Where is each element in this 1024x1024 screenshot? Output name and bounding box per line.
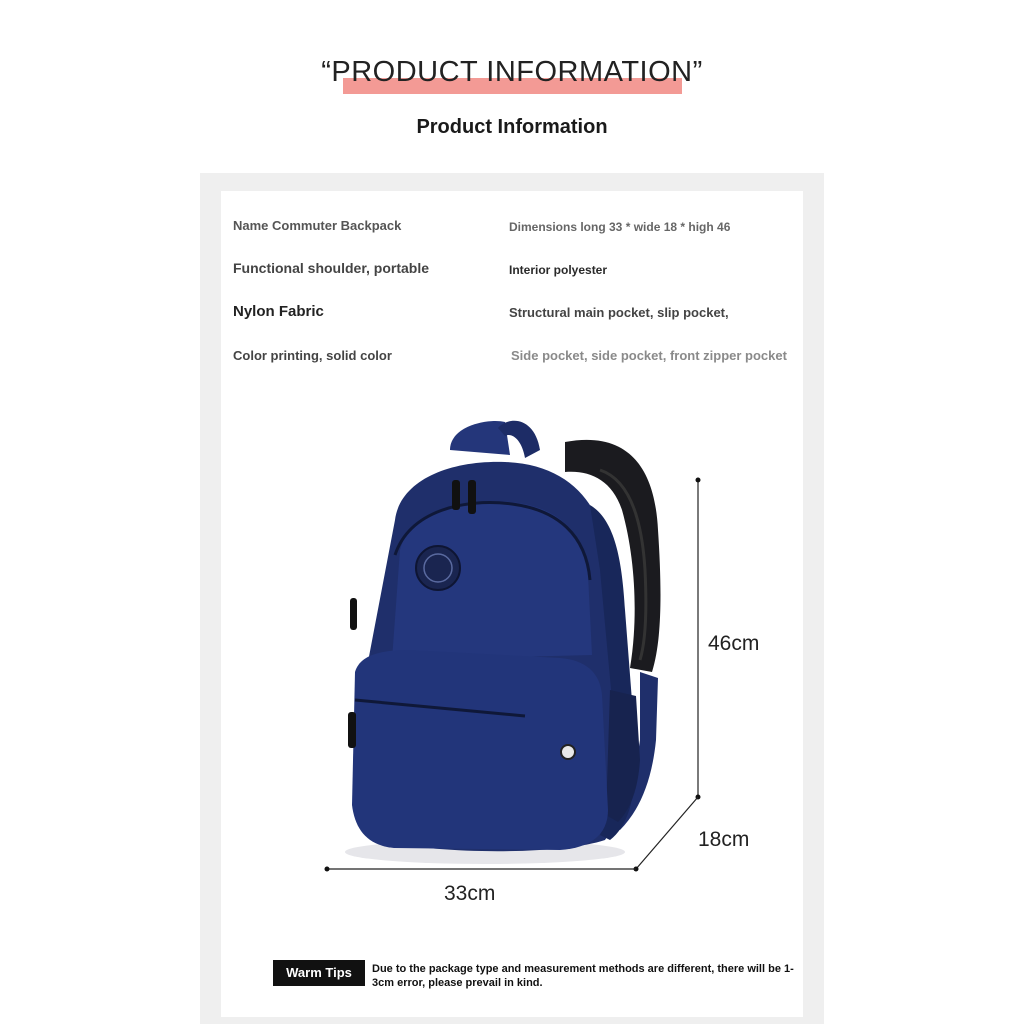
zipper-pull-side: [350, 598, 357, 630]
height-label: 46cm: [708, 632, 760, 655]
logo-patch: [416, 546, 460, 590]
title-text: “PRODUCT INFORMATION”: [321, 56, 703, 88]
reflective-badge: [561, 745, 575, 759]
spec-structure: Structural main pocket, slip pocket,: [509, 305, 729, 320]
section-title: [0, 56, 1024, 96]
spec-color: Color printing, solid color: [233, 348, 392, 363]
spec-name: Name Commuter Backpack: [233, 218, 402, 233]
width-label: 33cm: [444, 882, 496, 905]
backpack-icon: [300, 410, 720, 880]
section-subtitle: Product Information: [416, 116, 608, 138]
warm-tips-text: Due to the package type and measurement methods are different, there will be 1-3cm error, please prevail in kind.: [372, 963, 794, 989]
spec-interior: Interior polyester: [509, 263, 608, 277]
spec-function: Functional shoulder, portable: [233, 260, 430, 276]
warm-tips-badge: Warm Tips: [273, 960, 365, 986]
spec-pockets: Side pocket, side pocket, front zipper pocket: [511, 348, 787, 363]
zipper-pull-front: [348, 712, 356, 748]
spec-dimensions: Dimensions long 33 * wide 18 * high 46: [509, 220, 731, 234]
zipper-pull-top: [452, 480, 460, 510]
spec-fabric: Nylon Fabric: [233, 303, 324, 320]
depth-label: 18cm: [698, 828, 750, 851]
